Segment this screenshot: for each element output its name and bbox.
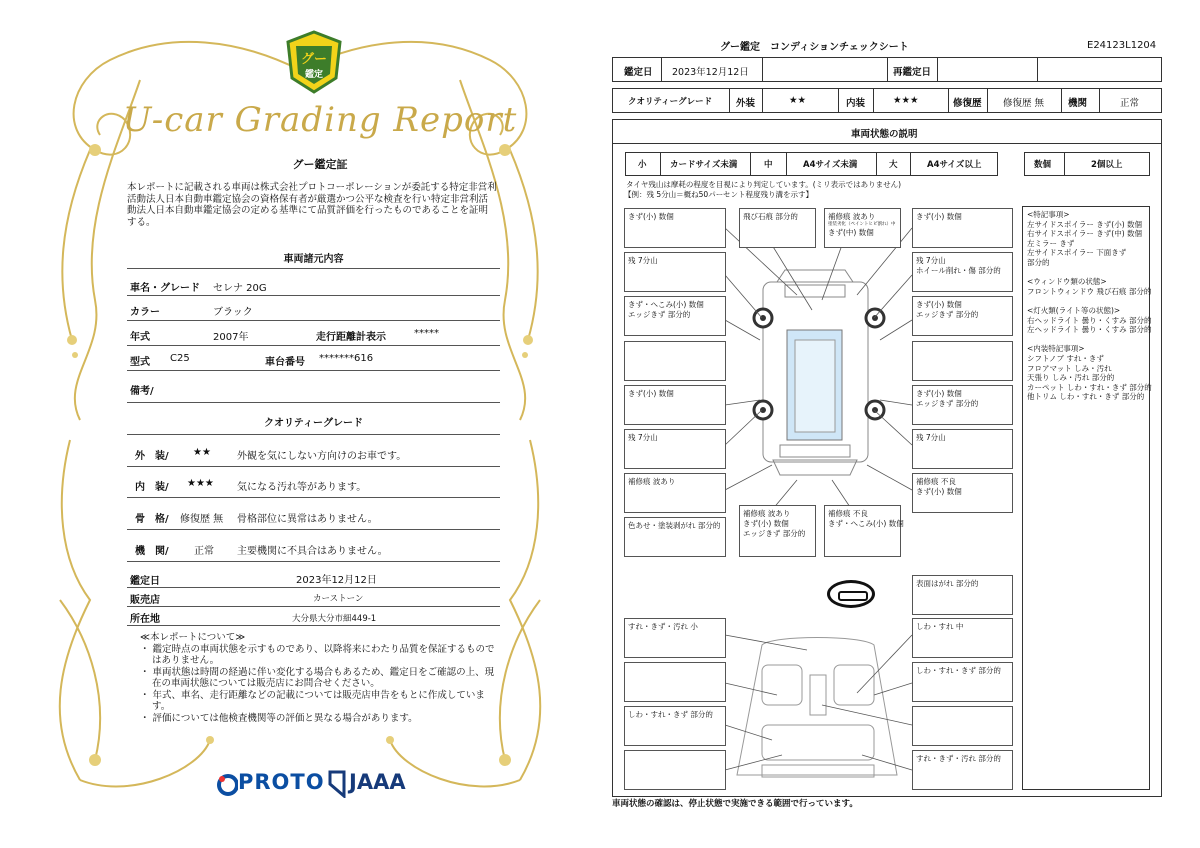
damage-box: 補修痕 不良 きず(小) 数個 [912, 473, 1013, 513]
damage-box: すれ・きず・汚れ 部分的 [912, 750, 1013, 790]
damage-box: すれ・きず・汚れ 小 [624, 618, 726, 658]
damage-box: 補修痕 波あり [624, 473, 726, 513]
sheet-date-label: 鑑定日 [624, 67, 653, 78]
engine-value: 正常 [194, 546, 214, 557]
damage-box: 残 7分山 [624, 252, 726, 292]
report-notes [140, 632, 500, 724]
size-small-label: 小 [638, 160, 647, 170]
size-large-desc: A4サイズ以上 [927, 160, 982, 170]
model-value: C25 [170, 353, 190, 364]
redate-label: 再鑑定日 [893, 67, 932, 78]
ext-stars: ★★ [193, 447, 211, 458]
damage-box-empty [624, 341, 726, 381]
damage-box: きず(小) 数個 [912, 208, 1013, 248]
proto-logo: PROTO [238, 770, 325, 794]
damage-box: 補修痕 不良 きず・へこみ(小) 数個 [824, 505, 901, 557]
note-item: ・ 評価については他検査機関等の評価と異なる場合があります。 [140, 712, 418, 724]
jaaa-logo-icon [326, 770, 348, 798]
year-label: 年式 [130, 332, 150, 343]
damage-box: きず(小) 数個 [624, 208, 726, 248]
damage-box: 補修痕 波あり 塗装劣化（ペイントヒビ割れ）中 きず(中) 数個 [824, 208, 901, 248]
int-stars: ★★★ [187, 478, 214, 489]
notes-title: ≪本レポートについて≫ [140, 632, 246, 643]
frame-desc: 骨格部位に異常はありません。 [237, 514, 378, 525]
jaaa-logo: JAAA [349, 770, 406, 794]
damage-box: きず・へこみ(小) 数個 エッジきず 部分的 [624, 296, 726, 336]
address-label: 所在地 [130, 614, 160, 625]
damage-box: しわ・すれ 中 [912, 618, 1013, 658]
frame-label: 骨 格/ [135, 514, 169, 525]
damage-box: 残 7分山 ホイール削れ・傷 部分的 [912, 252, 1013, 292]
year-value: 2007年 [213, 332, 249, 343]
date-label: 鑑定日 [130, 576, 160, 587]
model-label: 型式 [130, 357, 150, 368]
damage-box-empty [912, 706, 1013, 746]
goo-appraisal-badge-icon [286, 30, 342, 94]
damage-box: 残 7分山 [912, 429, 1013, 469]
damage-box: 色あせ・塗装剥がれ 部分的 [624, 517, 726, 557]
damage-box-empty [912, 341, 1013, 381]
damage-box: しわ・すれ・きず 部分的 [624, 706, 726, 746]
note-item: ・ 鑑定時点の車両状態を示すものであり、以降将来にわたり品質を保証するものではありません。 [140, 643, 495, 666]
proto-logo-icon [216, 773, 238, 797]
sheet-int-label: 内装 [846, 98, 866, 109]
condition-heading: 車両状態の説明 [851, 129, 918, 140]
sheet-engine-label: 機関 [1068, 98, 1088, 109]
int-label: 内 装/ [135, 482, 169, 493]
ext-label: 外 装/ [135, 451, 169, 462]
name-label: 車名・グレード [130, 283, 200, 294]
damage-box: 残 7分山 [624, 429, 726, 469]
sheet-repair-value: 修復歴 無 [1003, 98, 1045, 109]
mileage-value: ***** [414, 328, 439, 339]
note-item: ・ 車両状態は時間の経過に伴い変化する場合もあるため、鑑定日をご確認の上、現在の車両状態については販売店にお問合せください。 [140, 666, 495, 689]
tire-note-2: 【例：残 5分山＝概ね50パーセント程度残り溝を示す】 [624, 190, 814, 199]
frame-value: 修復歴 無 [180, 514, 224, 525]
color-label: カラー [130, 307, 160, 318]
ext-desc: 外観を気にしない方向けのお車です。 [237, 451, 407, 462]
sheet-engine-value: 正常 [1120, 98, 1140, 109]
damage-box-empty [624, 750, 726, 790]
chassis-value: *******616 [319, 353, 374, 364]
svg-text:鑑定: 鑑定 [304, 70, 324, 80]
sheet-date-value: 2023年12月12日 [672, 67, 749, 78]
sheet-title: グー鑑定 コンディションチェックシート [720, 42, 909, 53]
shop-value: カーストーン [313, 594, 364, 604]
shop-label: 販売店 [130, 595, 160, 606]
certificate-body: 本レポートに記載される車両は株式会社プロトコーポレーションが委託する特定非営利活動法人日本自動車鑑定協会の資格保有者が厳選かつ公平な検査を行い特定非営利活動法人日本自動車鑑定協会の定める基準にて品質評価を行ったものであることを証明する。 [127, 182, 497, 228]
remarks-label: 備考/ [130, 386, 154, 397]
steering-wheel-icon [827, 580, 875, 608]
sheet-ext-stars: ★★ [789, 95, 807, 106]
damage-box-empty [624, 662, 726, 702]
grade-heading: クオリティーグレード [264, 418, 363, 429]
sheet-ext-label: 外装 [736, 98, 756, 109]
damage-box: 表面はがれ 部分的 [912, 575, 1013, 615]
size-large-label: 大 [889, 160, 898, 170]
tire-note-1: タイヤ残山は摩耗の程度を目視により判定しています。(ミリ表示ではありません) [626, 180, 902, 189]
certificate-heading: グー鑑定証 [292, 158, 348, 171]
damage-box: きず(小) 数個 エッジきず 部分的 [912, 296, 1013, 336]
damage-box: しわ・すれ・きず 部分的 [912, 662, 1013, 702]
size-mid-desc: A4サイズ未満 [803, 160, 858, 170]
size-mid-label: 中 [764, 160, 773, 170]
spec-heading: 車両諸元内容 [283, 254, 344, 265]
name-value: セレナ 20G [213, 283, 267, 294]
damage-box: 飛び石痕 部分的 [739, 208, 816, 248]
damage-box: きず(小) 数個 エッジきず 部分的 [912, 385, 1013, 425]
color-value: ブラック [213, 307, 253, 318]
sheet-id: E24123L1204 [1087, 40, 1157, 51]
engine-label: 機 関/ [135, 546, 169, 557]
mileage-label: 走行距離計表示 [316, 332, 386, 343]
count-label: 数個 [1034, 160, 1052, 170]
sheet-footer: 車両状態の確認は、停止状態で実施できる範囲で行っています。 [612, 799, 858, 809]
chassis-label: 車台番号 [265, 357, 305, 368]
report-title: U-car Grading Report [122, 100, 518, 140]
note-item: ・ 年式、車名、走行距離などの記載については販売店申告をもとに作成しています。 [140, 689, 485, 712]
damage-box: きず(小) 数個 [624, 385, 726, 425]
svg-text:グー: グー [300, 52, 328, 67]
special-notes: <特記事項> 左サイドスポイラー きず(小) 数個 右サイドスポイラー きず(中) 数個 左ミラー きず 左サイドスポイラー 下面きず 部分的 <ウィンドウ類の状態> フロントウィンドウ 飛び石痕 部分的 <灯火類(ライト等の状態)> 右ヘッドライト 曇り・くすみ 部分的 左ヘッドライト 曇り・くすみ 部分的 <内装特記事項> シフトノブ すれ・きず フロアマット しみ・汚れ 天張り しみ・汚れ 部分的 カーペット しわ・すれ・きず 部分的 他トリム しわ・すれ・きず 部分的 [1027, 210, 1152, 402]
date-value: 2023年12月12日 [296, 575, 377, 586]
sheet-int-stars: ★★★ [893, 95, 919, 106]
engine-desc: 主要機関に不具合はありません。 [237, 546, 388, 557]
address-value: 大分県大分市細449-1 [292, 614, 377, 624]
damage-box: 補修痕 波あり きず(小) 数個 エッジきず 部分的 [739, 505, 816, 557]
sheet-grade-label: クオリティーグレード [628, 97, 713, 107]
size-small-desc: カードサイズ未満 [670, 160, 738, 170]
count-desc: 2個以上 [1091, 160, 1123, 170]
sheet-repair-label: 修復歴 [953, 98, 982, 109]
int-desc: 気になる汚れ等があります。 [237, 482, 367, 493]
